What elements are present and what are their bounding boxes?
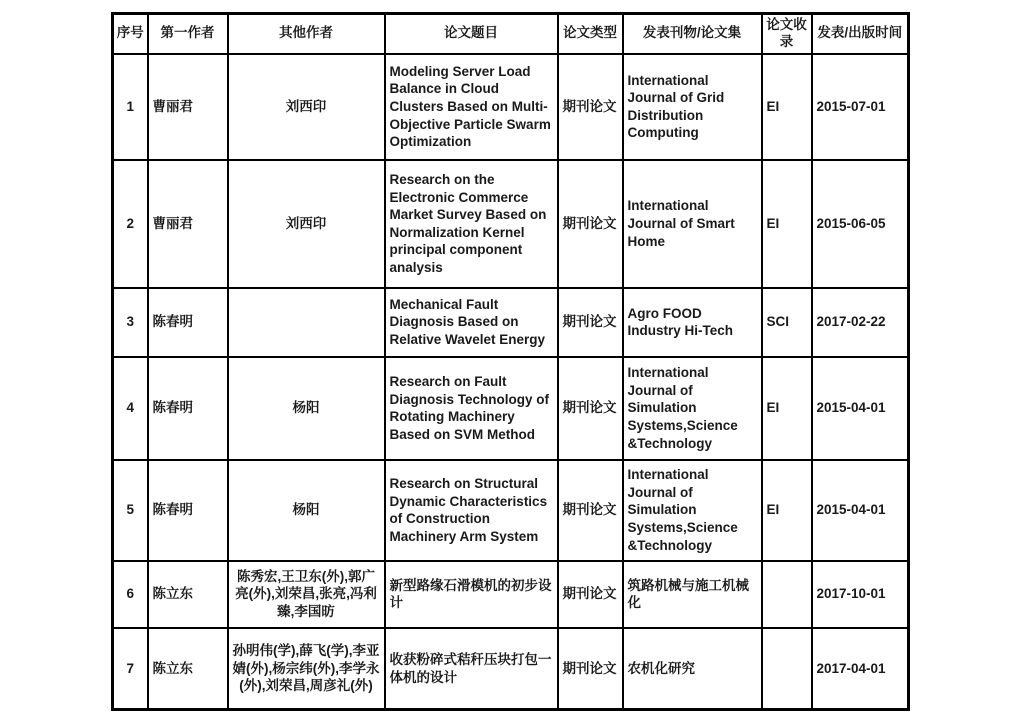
header-row (113, 14, 909, 54)
table-body (113, 54, 909, 710)
cell-date: 2015-04-01 (812, 460, 909, 561)
cell-title: 收获粉碎式秸秆压块打包一体机的设计 (385, 628, 558, 710)
cell-other_authors: 刘西印 (228, 54, 385, 160)
cell-first_author: 陈春明 (148, 357, 228, 460)
table-row (113, 357, 909, 460)
cell-type: 期刊论文 (558, 288, 623, 357)
cell-other_authors: 杨阳 (228, 357, 385, 460)
table-row (113, 54, 909, 160)
papers-table (111, 12, 910, 711)
cell-title: 新型路缘石滑模机的初步设计 (385, 561, 558, 628)
table-header (113, 14, 909, 54)
cell-type: 期刊论文 (558, 628, 623, 710)
cell-date: 2015-04-01 (812, 357, 909, 460)
header-cell-type: 论文类型 (558, 14, 623, 54)
cell-type: 期刊论文 (558, 460, 623, 561)
cell-first_author: 陈春明 (148, 460, 228, 561)
header-cell-title: 论文题目 (385, 14, 558, 54)
cell-indexed: EI (762, 54, 812, 160)
cell-indexed (762, 561, 812, 628)
cell-no: 7 (113, 628, 148, 710)
cell-first_author: 曹丽君 (148, 54, 228, 160)
cell-indexed (762, 628, 812, 710)
cell-publication: 农机化研究 (623, 628, 762, 710)
cell-other_authors: 陈秀宏,王卫东(外),郭广亮(外),刘荣昌,张亮,冯利臻,李国昉 (228, 561, 385, 628)
table-row (113, 460, 909, 561)
cell-no: 6 (113, 561, 148, 628)
cell-title: Mechanical Fault Diagnosis Based on Relative Wavelet Energy (385, 288, 558, 357)
cell-title: Research on Fault Diagnosis Technology of Rotating Machinery Based on SVM Method (385, 357, 558, 460)
cell-first_author: 陈春明 (148, 288, 228, 357)
cell-first_author: 曹丽君 (148, 160, 228, 288)
cell-no: 5 (113, 460, 148, 561)
cell-publication: International Journal of Simulation Systems,Science &Technology (623, 357, 762, 460)
cell-indexed: EI (762, 357, 812, 460)
header-cell-date: 发表/出版时间 (812, 14, 909, 54)
cell-indexed: SCI (762, 288, 812, 357)
cell-date: 2017-10-01 (812, 561, 909, 628)
cell-first_author: 陈立东 (148, 561, 228, 628)
cell-indexed: EI (762, 460, 812, 561)
table-row (113, 288, 909, 357)
cell-title: Research on Structural Dynamic Characteristics of Construction Machinery Arm System (385, 460, 558, 561)
cell-first_author: 陈立东 (148, 628, 228, 710)
cell-type: 期刊论文 (558, 160, 623, 288)
cell-no: 3 (113, 288, 148, 357)
table-row (113, 160, 909, 288)
cell-indexed: EI (762, 160, 812, 288)
table-row (113, 561, 909, 628)
header-cell-indexed: 论文收录 (762, 14, 812, 54)
cell-type: 期刊论文 (558, 54, 623, 160)
cell-publication: 筑路机械与施工机械化 (623, 561, 762, 628)
cell-date: 2015-07-01 (812, 54, 909, 160)
cell-date: 2017-02-22 (812, 288, 909, 357)
cell-publication: Agro FOOD Industry Hi-Tech (623, 288, 762, 357)
cell-publication: International Journal of Smart Home (623, 160, 762, 288)
cell-no: 2 (113, 160, 148, 288)
cell-other_authors: 杨阳 (228, 460, 385, 561)
header-cell-no: 序号 (113, 14, 148, 54)
table-row (113, 628, 909, 710)
header-cell-other_authors: 其他作者 (228, 14, 385, 54)
cell-date: 2017-04-01 (812, 628, 909, 710)
cell-publication: International Journal of Simulation Systems,Science &Technology (623, 460, 762, 561)
cell-publication: International Journal of Grid Distribution Computing (623, 54, 762, 160)
header-cell-publication: 发表刊物/论文集 (623, 14, 762, 54)
cell-type: 期刊论文 (558, 561, 623, 628)
cell-no: 1 (113, 54, 148, 160)
cell-type: 期刊论文 (558, 357, 623, 460)
cell-title: Research on the Electronic Commerce Market Survey Based on Normalization Kernel principal component analysis (385, 160, 558, 288)
cell-no: 4 (113, 357, 148, 460)
cell-other_authors: 刘西印 (228, 160, 385, 288)
header-cell-first_author: 第一作者 (148, 14, 228, 54)
cell-date: 2015-06-05 (812, 160, 909, 288)
cell-other_authors (228, 288, 385, 357)
cell-other_authors: 孙明伟(学),薛飞(学),李亚婧(外),杨宗纬(外),李学永(外),刘荣昌,周彦礼(外) (228, 628, 385, 710)
cell-title: Modeling Server Load Balance in Cloud Clusters Based on Multi-Objective Particle Swarm Optimization (385, 54, 558, 160)
